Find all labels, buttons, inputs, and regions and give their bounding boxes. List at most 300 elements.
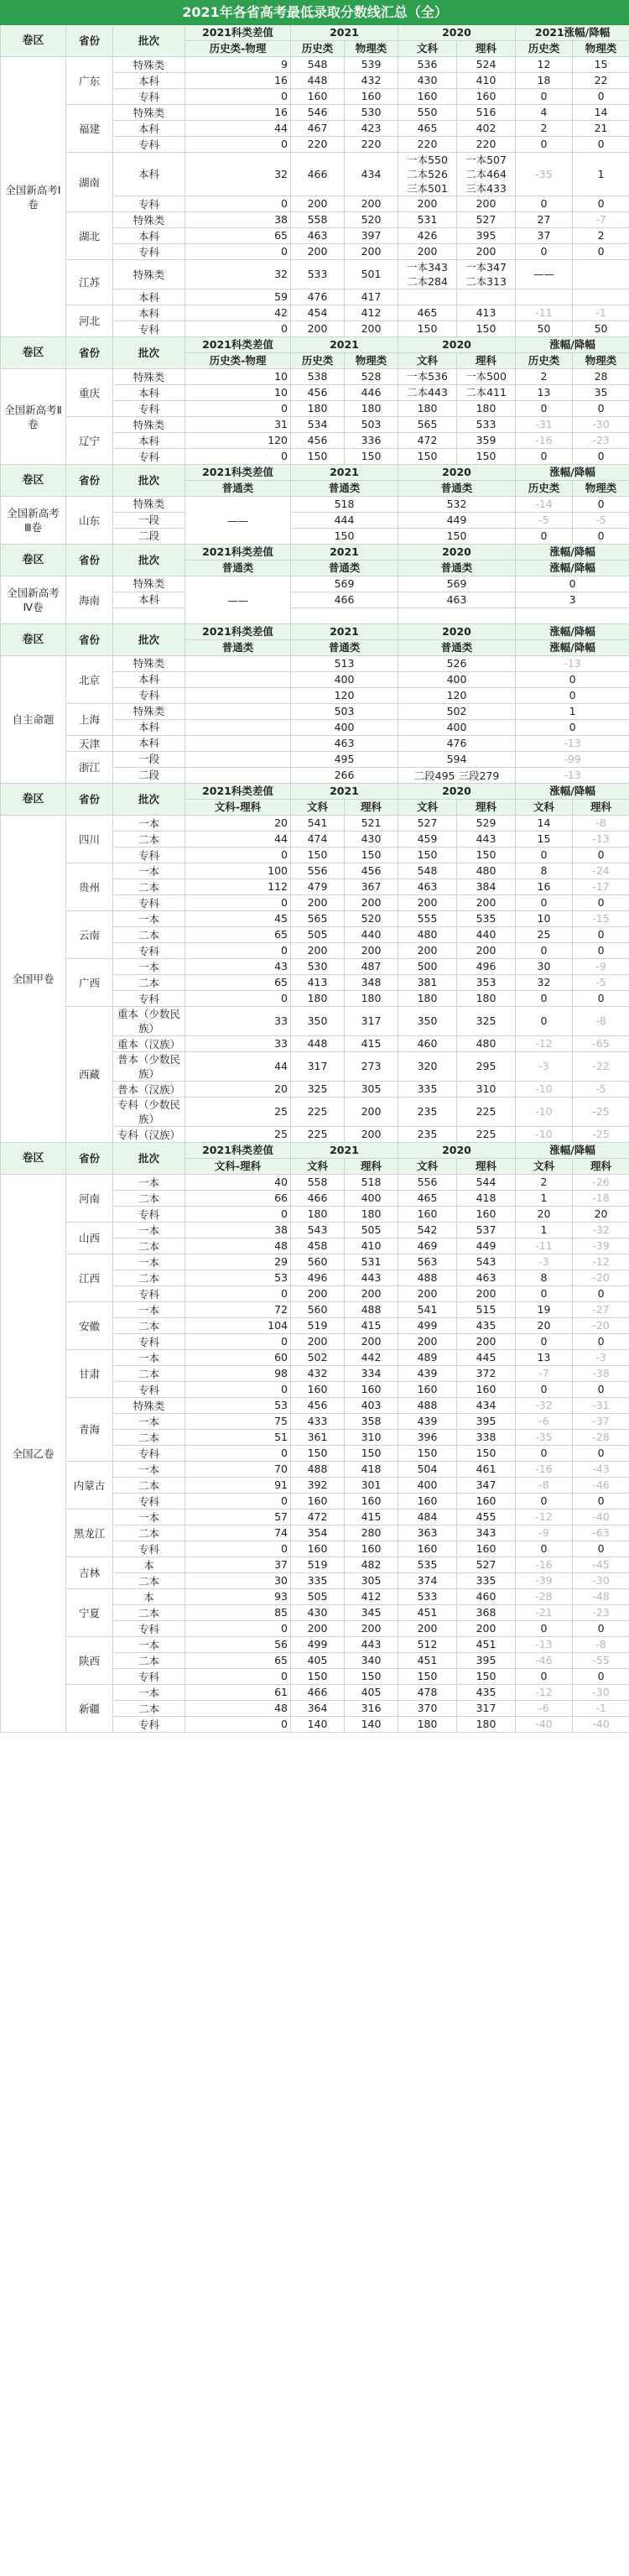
value-cell: 19 xyxy=(516,1302,573,1318)
value-cell: 463 xyxy=(457,1270,516,1286)
value-cell: 555 xyxy=(398,911,457,927)
value-cell: 18 xyxy=(516,73,573,89)
header-year-2021: 2021 xyxy=(291,545,398,561)
value-cell: 200 xyxy=(345,321,398,337)
value-cell: 482 xyxy=(345,1557,398,1573)
value-cell: 353 xyxy=(457,975,516,991)
value-cell: 29 xyxy=(185,1254,291,1270)
value-cell: 543 xyxy=(291,1223,345,1238)
batch-cell: 专科 xyxy=(113,449,185,465)
batch-cell: 二段 xyxy=(113,529,185,545)
region-cell: 自主命题 xyxy=(1,656,66,784)
value-cell: 474 xyxy=(291,832,345,847)
batch-cell: 本科 xyxy=(113,289,185,305)
value-cell: 334 xyxy=(345,1366,398,1382)
value-cell: -45 xyxy=(573,1557,629,1573)
value-cell: 120 xyxy=(185,433,291,449)
value-cell: 32 xyxy=(185,153,291,196)
value-cell: 200 xyxy=(398,1286,457,1302)
value-cell: 0 xyxy=(573,529,629,545)
batch-cell: 一本 xyxy=(113,816,185,832)
value-cell: 423 xyxy=(345,121,398,137)
value-cell: 476 xyxy=(291,289,345,305)
value-cell: 448 xyxy=(291,1036,345,1052)
value-cell: -8 xyxy=(573,1007,629,1036)
value-cell: 0 xyxy=(573,991,629,1007)
value-cell: 45 xyxy=(185,911,291,927)
value-cell: 0 xyxy=(573,927,629,943)
value-cell: 98 xyxy=(185,1366,291,1382)
header-batch: 批次 xyxy=(113,465,185,497)
value-cell: 200 xyxy=(345,1334,398,1350)
value-cell: 0 xyxy=(185,321,291,337)
value-cell: 534 xyxy=(291,417,345,433)
value-cell: 499 xyxy=(291,1637,345,1653)
subheader-cell: 历史类 xyxy=(516,481,573,497)
value-cell: 25 xyxy=(516,927,573,943)
value-cell: 200 xyxy=(291,1286,345,1302)
value-cell: 100 xyxy=(185,863,291,879)
value-cell: 400 xyxy=(291,672,398,688)
value-cell: 0 xyxy=(516,1541,573,1557)
batch-cell: 一段 xyxy=(113,513,185,529)
subheader-cell: 普通类 xyxy=(398,561,516,576)
value-cell: -99 xyxy=(516,752,629,768)
province-cell: 西藏 xyxy=(66,1007,113,1143)
value-cell xyxy=(398,289,457,305)
value-cell: 180 xyxy=(398,1717,457,1733)
value-cell: 150 xyxy=(291,1446,345,1462)
value-cell: 14 xyxy=(573,105,629,121)
table-row xyxy=(1,105,629,121)
value-cell: 180 xyxy=(398,991,457,1007)
value-cell: 454 xyxy=(291,305,345,321)
header-batch: 批次 xyxy=(113,337,185,369)
header-batch: 批次 xyxy=(113,624,185,656)
value-cell: 31 xyxy=(185,417,291,433)
batch-cell: 一本 xyxy=(113,959,185,975)
value-cell: 505 xyxy=(345,1223,398,1238)
value-cell: 0 xyxy=(185,1334,291,1350)
header-region: 卷区 xyxy=(1,465,66,497)
subheader-cell: 物理类 xyxy=(573,481,629,497)
value-cell: 400 xyxy=(398,1478,457,1494)
value-cell: 40 xyxy=(185,1175,291,1191)
province-cell: 青海 xyxy=(66,1398,113,1462)
value-cell: 347 xyxy=(457,1478,516,1494)
batch-cell: 一本 xyxy=(113,1254,185,1270)
batch-cell: 专科 xyxy=(113,847,185,863)
batch-cell: 专科 xyxy=(113,1286,185,1302)
value-cell: 225 xyxy=(291,1127,345,1143)
value-cell: 180 xyxy=(457,1717,516,1733)
value-cell: -8 xyxy=(516,1478,573,1494)
province-cell: 福建 xyxy=(66,105,113,153)
value-cell: 0 xyxy=(516,1669,573,1685)
value-cell: 488 xyxy=(398,1270,457,1286)
value-cell: -9 xyxy=(516,1525,573,1541)
value-cell: 541 xyxy=(398,1302,457,1318)
value-cell: 0 xyxy=(516,137,573,153)
value-cell: 317 xyxy=(345,1007,398,1036)
value-cell: -40 xyxy=(573,1717,629,1733)
value-cell: 478 xyxy=(398,1685,457,1701)
value-cell: 500 xyxy=(398,959,457,975)
value-cell: 432 xyxy=(291,1366,345,1382)
value-cell: 569 xyxy=(291,576,398,592)
value-cell xyxy=(516,289,573,305)
value-cell: 0 xyxy=(516,847,573,863)
batch-cell: 专科 xyxy=(113,1382,185,1398)
table-row xyxy=(1,1510,629,1525)
batch-cell: 特殊类 xyxy=(113,212,185,228)
value-cell: 472 xyxy=(291,1510,345,1525)
value-cell: 538 xyxy=(291,369,345,385)
value-cell: 180 xyxy=(291,991,345,1007)
batch-cell: 一本 xyxy=(113,1510,185,1525)
value-cell: 120 xyxy=(398,688,516,704)
batch-cell: 本 xyxy=(113,1589,185,1605)
table-row xyxy=(1,417,629,433)
province-cell: 云南 xyxy=(66,911,113,959)
value-cell: 25 xyxy=(185,1127,291,1143)
batch-cell: 特殊类 xyxy=(113,417,185,433)
value-cell: 一本536 xyxy=(398,369,457,385)
value-cell: 32 xyxy=(185,260,291,289)
value-cell: 487 xyxy=(345,959,398,975)
province-cell: 安徽 xyxy=(66,1302,113,1350)
section-header-row xyxy=(1,25,629,41)
value-cell: 488 xyxy=(398,1398,457,1414)
value-cell: 0 xyxy=(573,497,629,513)
value-cell: 542 xyxy=(398,1223,457,1238)
subheader-cell: 文科 xyxy=(291,800,345,816)
table-row xyxy=(1,57,629,73)
subheader-cell: 物理类 xyxy=(345,41,398,57)
value-cell: 10 xyxy=(185,385,291,401)
value-cell: 449 xyxy=(457,1238,516,1254)
value-cell: 0 xyxy=(573,1541,629,1557)
table-row xyxy=(1,260,629,289)
province-cell: 海南 xyxy=(66,576,113,624)
value-cell: -7 xyxy=(516,1366,573,1382)
batch-cell: 专科 xyxy=(113,321,185,337)
value-cell: 200 xyxy=(398,895,457,911)
value-cell: 180 xyxy=(345,991,398,1007)
value-cell: -27 xyxy=(573,1302,629,1318)
value-cell: 430 xyxy=(398,73,457,89)
batch-cell: 本科 xyxy=(113,121,185,137)
batch-cell: 本科 xyxy=(113,720,185,736)
header-province: 省份 xyxy=(66,545,113,576)
batch-cell: 专科 xyxy=(113,1207,185,1223)
batch-cell: 二本 xyxy=(113,1191,185,1207)
value-cell: 0 xyxy=(573,244,629,260)
value-cell: 505 xyxy=(291,927,345,943)
value-cell: 150 xyxy=(398,1446,457,1462)
value-cell: 66 xyxy=(185,1191,291,1207)
value-cell: 430 xyxy=(345,832,398,847)
batch-cell: 普本（少数民族） xyxy=(113,1052,185,1082)
value-cell: 150 xyxy=(291,1669,345,1685)
batch-cell: 重本（少数民族） xyxy=(113,1007,185,1036)
diff-cell xyxy=(185,656,291,672)
value-cell: -25 xyxy=(573,1127,629,1143)
title-row xyxy=(1,1,629,25)
value-cell: 43 xyxy=(185,959,291,975)
value-cell: 0 xyxy=(516,1334,573,1350)
province-cell: 河南 xyxy=(66,1175,113,1223)
subheader-cell: 历史类 xyxy=(291,41,345,57)
value-cell: 410 xyxy=(457,73,516,89)
subheader-cell: 普通类 xyxy=(291,640,398,656)
value-cell: 160 xyxy=(457,1541,516,1557)
batch-cell: 本科 xyxy=(113,228,185,244)
table-row xyxy=(1,752,629,768)
province-cell: 上海 xyxy=(66,704,113,736)
batch-cell: 二本 xyxy=(113,1478,185,1494)
value-cell: 541 xyxy=(291,816,345,832)
value-cell: -17 xyxy=(573,879,629,895)
batch-cell: 专科（汉族） xyxy=(113,1127,185,1143)
value-cell: 21 xyxy=(573,121,629,137)
batch-cell: 一本 xyxy=(113,1350,185,1366)
value-cell: 35 xyxy=(573,385,629,401)
value-cell: 150 xyxy=(457,449,516,465)
value-cell: 440 xyxy=(457,927,516,943)
value-cell: 61 xyxy=(185,1685,291,1701)
value-cell: -48 xyxy=(573,1589,629,1605)
value-cell: 150 xyxy=(457,847,516,863)
province-cell: 宁夏 xyxy=(66,1589,113,1637)
value-cell: 472 xyxy=(398,433,457,449)
value-cell: 412 xyxy=(345,305,398,321)
value-cell xyxy=(398,608,516,624)
value-cell: 395 xyxy=(457,1653,516,1669)
value-cell: -40 xyxy=(516,1717,573,1733)
subheader-cell: 普通类 xyxy=(398,481,516,497)
value-cell: 200 xyxy=(398,1334,457,1350)
value-cell: 120 xyxy=(291,688,398,704)
value-cell: 200 xyxy=(398,244,457,260)
table-row xyxy=(1,1685,629,1701)
value-cell: 0 xyxy=(516,401,573,417)
value-cell: 51 xyxy=(185,1430,291,1446)
value-cell: 0 xyxy=(185,1286,291,1302)
diff-cell xyxy=(185,672,291,688)
value-cell: 0 xyxy=(573,895,629,911)
value-cell: 200 xyxy=(291,196,345,212)
value-cell: 2 xyxy=(573,228,629,244)
batch-cell: 专科 xyxy=(113,401,185,417)
value-cell: -35 xyxy=(516,153,573,196)
province-cell: 湖北 xyxy=(66,212,113,260)
batch-cell: 专科 xyxy=(113,895,185,911)
value-cell: 0 xyxy=(185,1669,291,1685)
value-cell: 488 xyxy=(291,1462,345,1478)
value-cell: -6 xyxy=(516,1701,573,1717)
section-header-row xyxy=(1,1143,629,1159)
value-cell: 59 xyxy=(185,289,291,305)
value-cell: 160 xyxy=(457,1207,516,1223)
value-cell: 0 xyxy=(516,1286,573,1302)
subheader-cell: 普通类 xyxy=(291,561,398,576)
value-cell: 456 xyxy=(291,433,345,449)
value-cell: 350 xyxy=(398,1007,457,1036)
batch-cell: 一本 xyxy=(113,1175,185,1191)
value-cell: 56 xyxy=(185,1637,291,1653)
value-cell: 405 xyxy=(291,1653,345,1669)
value-cell: 160 xyxy=(345,1382,398,1398)
value-cell: 160 xyxy=(345,89,398,105)
batch-cell: 专科 xyxy=(113,1334,185,1350)
value-cell: 400 xyxy=(345,1191,398,1207)
batch-cell: 特殊类 xyxy=(113,497,185,513)
value-cell: 13 xyxy=(516,1350,573,1366)
table-row xyxy=(1,1302,629,1318)
value-cell: 0 xyxy=(185,943,291,959)
value-cell xyxy=(573,260,629,289)
value-cell: -5 xyxy=(573,975,629,991)
header-province: 省份 xyxy=(66,465,113,497)
value-cell: 8 xyxy=(516,1270,573,1286)
value-cell: 444 xyxy=(291,513,398,529)
province-cell: 黑龙江 xyxy=(66,1510,113,1557)
value-cell: 569 xyxy=(398,576,516,592)
value-cell: 480 xyxy=(457,1036,516,1052)
value-cell: 二段495 三段279 xyxy=(398,768,516,784)
value-cell: 4 xyxy=(516,105,573,121)
table-row xyxy=(1,1350,629,1366)
value-cell: 200 xyxy=(457,196,516,212)
value-cell: 75 xyxy=(185,1414,291,1430)
value-cell: 200 xyxy=(398,196,457,212)
batch-cell: 专科 xyxy=(113,991,185,1007)
value-cell: 200 xyxy=(457,244,516,260)
value-cell: -65 xyxy=(573,1036,629,1052)
value-cell: -15 xyxy=(573,911,629,927)
batch-cell: 特殊类 xyxy=(113,704,185,720)
batch-cell: 专科 xyxy=(113,1494,185,1510)
diff-cell: —— xyxy=(185,497,291,545)
value-cell: -28 xyxy=(516,1589,573,1605)
value-cell: -26 xyxy=(573,1175,629,1191)
value-cell: 524 xyxy=(457,57,516,73)
header-year-2021: 2021 xyxy=(291,784,398,800)
value-cell: 372 xyxy=(457,1366,516,1382)
value-cell: 317 xyxy=(291,1052,345,1082)
value-cell: 392 xyxy=(291,1478,345,1494)
page-title: 2021年各省高考最低录取分数线汇总（全） xyxy=(1,1,629,25)
province-cell: 北京 xyxy=(66,656,113,704)
value-cell: 430 xyxy=(291,1605,345,1621)
value-cell: 200 xyxy=(457,1621,516,1637)
value-cell: 451 xyxy=(398,1653,457,1669)
value-cell: 515 xyxy=(457,1302,516,1318)
value-cell: 446 xyxy=(345,385,398,401)
value-cell: 443 xyxy=(345,1270,398,1286)
value-cell: 180 xyxy=(398,401,457,417)
value-cell: 310 xyxy=(457,1082,516,1098)
value-cell: 480 xyxy=(457,863,516,879)
value-cell: 374 xyxy=(398,1573,457,1589)
value-cell: 455 xyxy=(457,1510,516,1525)
value-cell: 200 xyxy=(457,1286,516,1302)
value-cell: 0 xyxy=(516,1007,573,1036)
table-row xyxy=(1,497,629,513)
value-cell: 395 xyxy=(457,228,516,244)
value-cell: 415 xyxy=(345,1036,398,1052)
batch-cell: 专科 xyxy=(113,1541,185,1557)
table-row xyxy=(1,153,629,196)
diff-cell xyxy=(185,752,291,768)
value-cell: 413 xyxy=(457,305,516,321)
value-cell: 0 xyxy=(573,1494,629,1510)
subheader-cell: 文科 xyxy=(398,353,457,369)
value-cell: 150 xyxy=(457,321,516,337)
value-cell: 一本507 二本464 三本433 xyxy=(457,153,516,196)
value-cell: 560 xyxy=(291,1254,345,1270)
table-row xyxy=(1,911,629,927)
value-cell: 10 xyxy=(185,369,291,385)
province-cell: 湖南 xyxy=(66,153,113,212)
value-cell: 550 xyxy=(398,105,457,121)
subheader-cell: 理科 xyxy=(573,1159,629,1175)
batch-cell: 二本 xyxy=(113,1318,185,1334)
subheader-cell: 历史类-物理 xyxy=(185,353,291,369)
value-cell: 449 xyxy=(398,513,516,529)
region-cell: 全国新高考Ⅱ卷 xyxy=(1,369,66,465)
value-cell: 463 xyxy=(398,879,457,895)
value-cell: 459 xyxy=(398,832,457,847)
table-row xyxy=(1,212,629,228)
region-cell: 全国乙卷 xyxy=(1,1175,66,1733)
value-cell: 359 xyxy=(457,433,516,449)
value-cell: 0 xyxy=(573,449,629,465)
value-cell: 200 xyxy=(345,895,398,911)
value-cell: 112 xyxy=(185,879,291,895)
value-cell: 443 xyxy=(457,832,516,847)
value-cell: 513 xyxy=(291,656,398,672)
value-cell: 558 xyxy=(291,1175,345,1191)
value-cell: 520 xyxy=(345,212,398,228)
value-cell: 16 xyxy=(185,105,291,121)
value-cell: -11 xyxy=(516,1238,573,1254)
value-cell: 539 xyxy=(345,57,398,73)
value-cell: 0 xyxy=(573,1446,629,1462)
value-cell: -20 xyxy=(573,1270,629,1286)
value-cell: 526 xyxy=(398,656,516,672)
value-cell: 439 xyxy=(398,1414,457,1430)
batch-cell: 本科 xyxy=(113,153,185,196)
province-cell: 内蒙古 xyxy=(66,1462,113,1510)
batch-cell: 本科 xyxy=(113,672,185,688)
subheader-cell: 理科 xyxy=(457,800,516,816)
value-cell: 150 xyxy=(398,1669,457,1685)
value-cell: 400 xyxy=(398,672,516,688)
header-year-2021: 2021 xyxy=(291,624,398,640)
province-cell: 江苏 xyxy=(66,260,113,305)
value-cell: 150 xyxy=(457,1669,516,1685)
value-cell: 二本411 xyxy=(457,385,516,401)
subheader-cell: 普通类 xyxy=(291,481,398,497)
header-change: 涨幅/降幅 xyxy=(516,1143,629,1159)
value-cell: 44 xyxy=(185,832,291,847)
value-cell: -23 xyxy=(573,1605,629,1621)
province-cell: 河北 xyxy=(66,305,113,337)
value-cell: 150 xyxy=(398,449,457,465)
subheader-cell: 理科 xyxy=(345,1159,398,1175)
